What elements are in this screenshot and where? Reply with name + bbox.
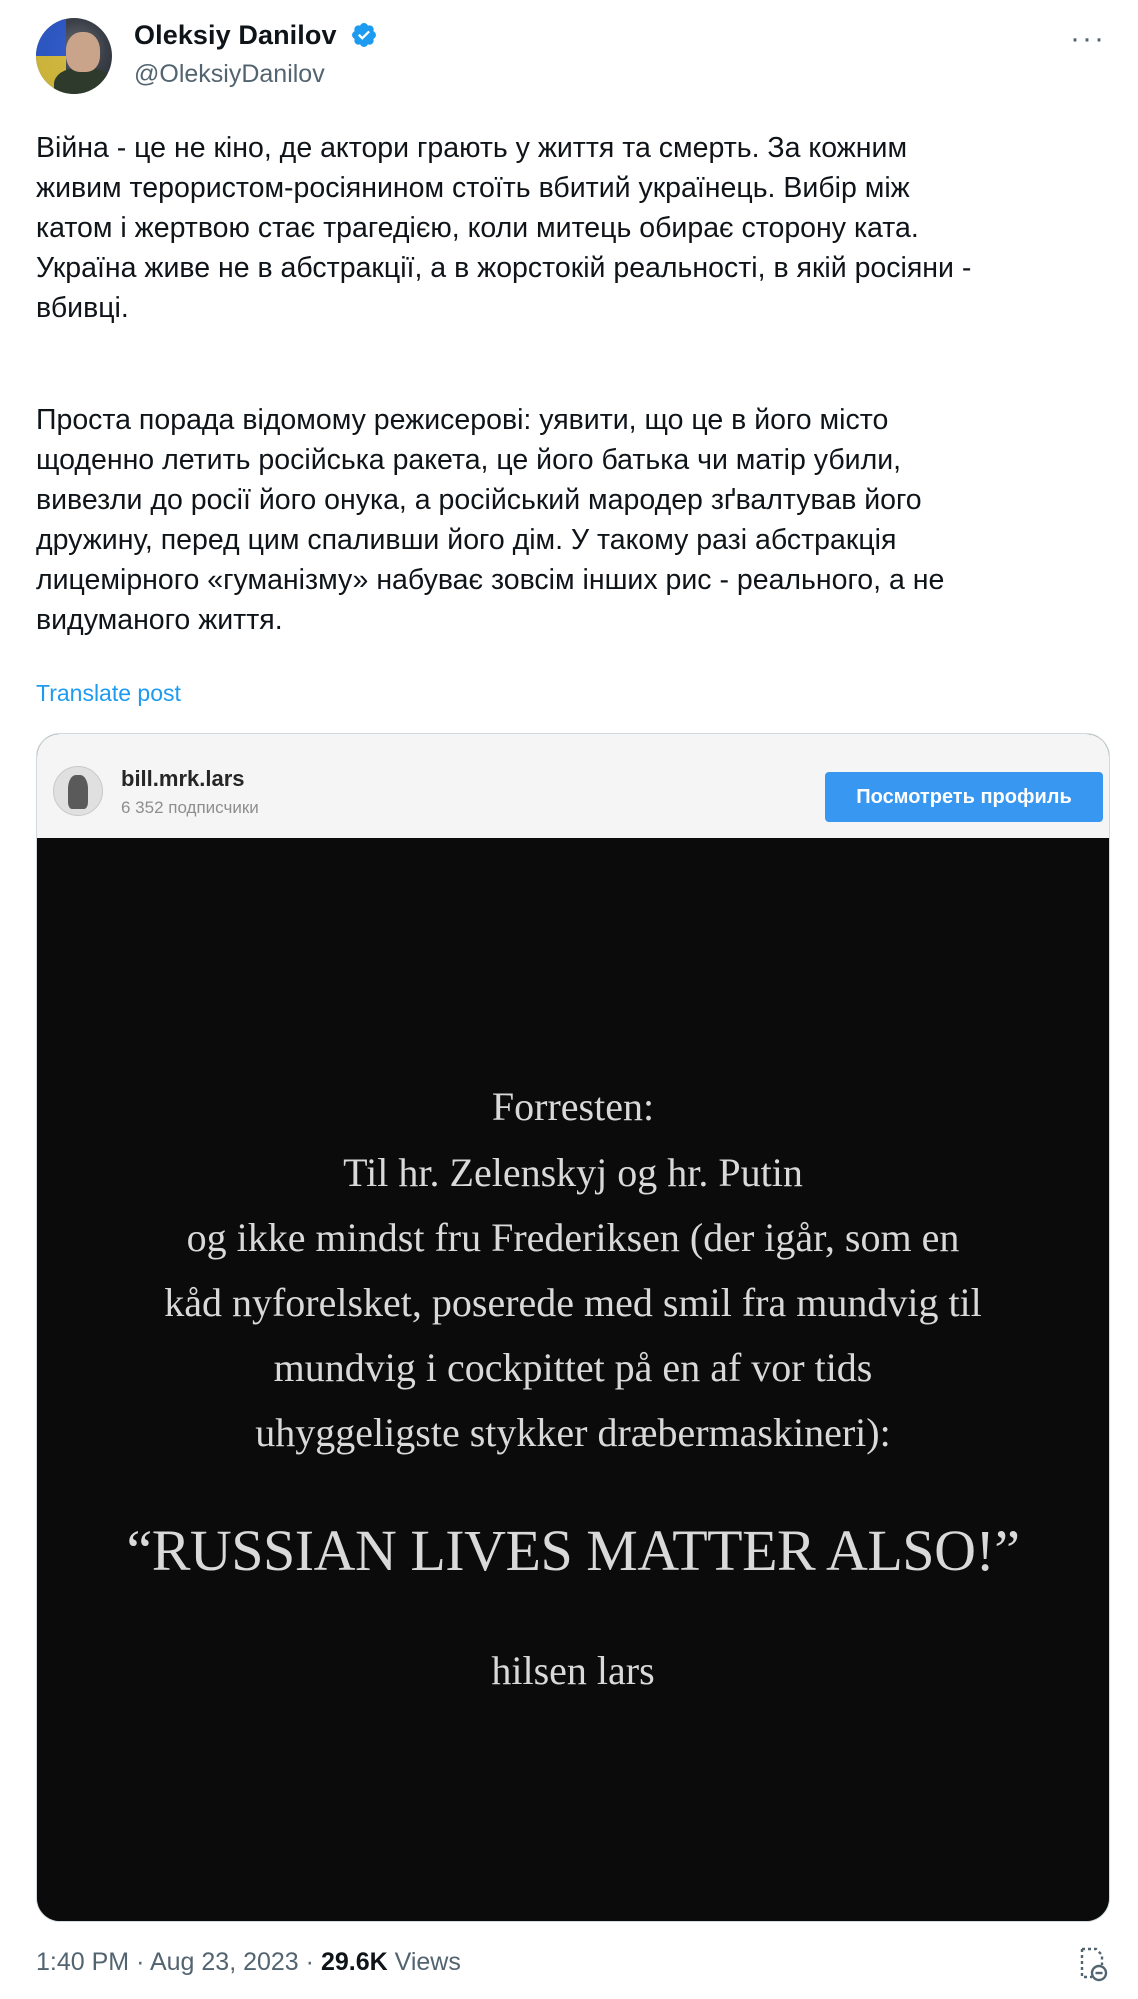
letter-quote: “RUSSIAN LIVES MATTER ALSO!” (126, 1518, 1020, 1583)
author-name[interactable]: Oleksiy Danilov (134, 20, 337, 50)
letter-line: Forresten: (491, 1084, 655, 1129)
post-time[interactable]: 1:40 PM (36, 1948, 130, 1976)
author-avatar[interactable] (36, 18, 112, 94)
verified-badge-icon (350, 21, 378, 49)
instagram-username: bill.mrk.lars (121, 766, 245, 791)
letter-signoff: hilsen lars (491, 1648, 655, 1693)
post-date[interactable]: Aug 23, 2023 (149, 1948, 299, 1976)
letter-line: uhyggeligste stykker dræbermaskineri): (255, 1410, 891, 1455)
view-profile-button: Посмотреть профиль (825, 772, 1103, 822)
views-label: Views (394, 1948, 461, 1976)
views-count: 29.6K (320, 1948, 388, 1976)
post-text-paragraph-1: Війна - це не кіно, де актори грають у життя та смерть. За кожним живим терористом-росіянином стоїть вбитий українець. Вибір між катом і жертвою стає трагедією, коли митець обирає сторону ката. Україна живе не в абстракції, а в жорстокій реальності, в якій росіяни - вбивці. (36, 132, 972, 324)
post-metadata (36, 1948, 461, 1977)
post-text-paragraph-2: Проста порада відомому режисерові: уявити, що це в його місто щоденно летить російська ракета, це його батька чи матір убили, вивезли до росії його онука, а російський мародер зґвалтував його дружину, перед цим спаливши його дім. У такому разі абстракція лицемірного «гуманізму» набуває зовсім інших рис - реального, а не видуманого життя. (36, 404, 945, 636)
letter-line: kåd nyforelsket, poserede med smil fra mundvig til (164, 1280, 982, 1325)
meta-separator: · (305, 1948, 314, 1976)
letter-text-block (37, 838, 1109, 1921)
letter-line: mundvig i cockpittet på en af vor tids (273, 1345, 873, 1390)
post-analytics-icon[interactable] (1076, 1946, 1108, 1982)
meta-separator: · (136, 1948, 145, 1976)
instagram-header (37, 734, 1109, 839)
letter-line: og ikke mindst fru Frederiksen (der igår, som en (186, 1215, 960, 1260)
letter-line: Til hr. Zelenskyj og hr. Putin (343, 1150, 803, 1195)
translate-post-link[interactable]: Translate post (36, 680, 181, 706)
more-options-icon[interactable]: ··· (1070, 22, 1106, 55)
instagram-followers: 6 352 подписчики (121, 798, 259, 817)
author-handle[interactable]: @OleksiyDanilov (134, 60, 325, 88)
post-media-image[interactable] (36, 733, 1110, 1922)
instagram-avatar (53, 766, 103, 816)
